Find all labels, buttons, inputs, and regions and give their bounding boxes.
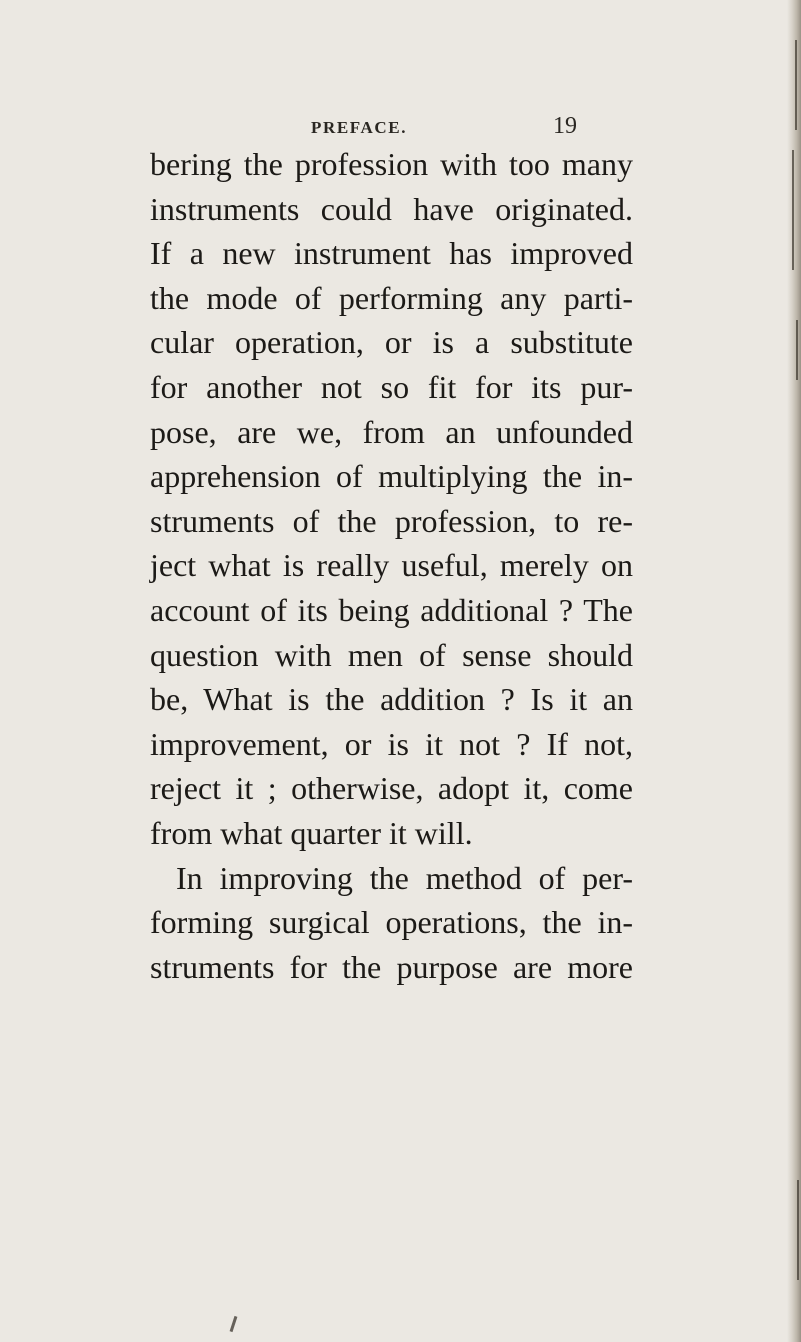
text-line: apprehension of multiplying the in-: [150, 458, 633, 495]
page-edge-shadow: [787, 0, 801, 1342]
text-line: If a new instrument has improved: [150, 235, 633, 272]
text-line: question with men of sense should: [150, 636, 633, 673]
edge-mark: [797, 1180, 799, 1280]
text-line: account of its being additional ? The: [150, 591, 633, 628]
edge-mark: [796, 320, 798, 380]
text-line: ject what is really useful, merely on: [150, 547, 633, 584]
body-text: [150, 142, 633, 989]
text-line: for another not so fit for its pur-: [150, 368, 633, 405]
text-line: cular operation, or is a substitute: [150, 324, 633, 361]
edge-mark: [792, 150, 794, 270]
text-line: bering the profession with too many: [150, 146, 633, 182]
text-line: from what quarter it will.: [150, 814, 473, 851]
text-line: pose, are we, from an unfounded: [150, 413, 633, 450]
text-line: instruments could have originated.: [150, 190, 633, 227]
ink-speck: [230, 1316, 238, 1332]
text-line: the mode of performing any parti-: [150, 279, 633, 316]
text-line: improvement, or is it not ? If not,: [150, 725, 633, 762]
running-head: PREFACE.: [311, 118, 408, 137]
text-line: forming surgical operations, the in-: [150, 904, 633, 941]
text-line: reject it ; otherwise, adopt it, come: [150, 770, 633, 807]
text-line: be, What is the addition ? Is it an: [150, 681, 633, 718]
text-line: struments of the profession, to re-: [150, 502, 633, 539]
text-line: struments for the purpose are more: [150, 948, 633, 985]
paragraph-start-line: In improving the method of per-: [176, 859, 633, 896]
page-number: 19: [553, 113, 577, 139]
page-header: [0, 113, 801, 143]
